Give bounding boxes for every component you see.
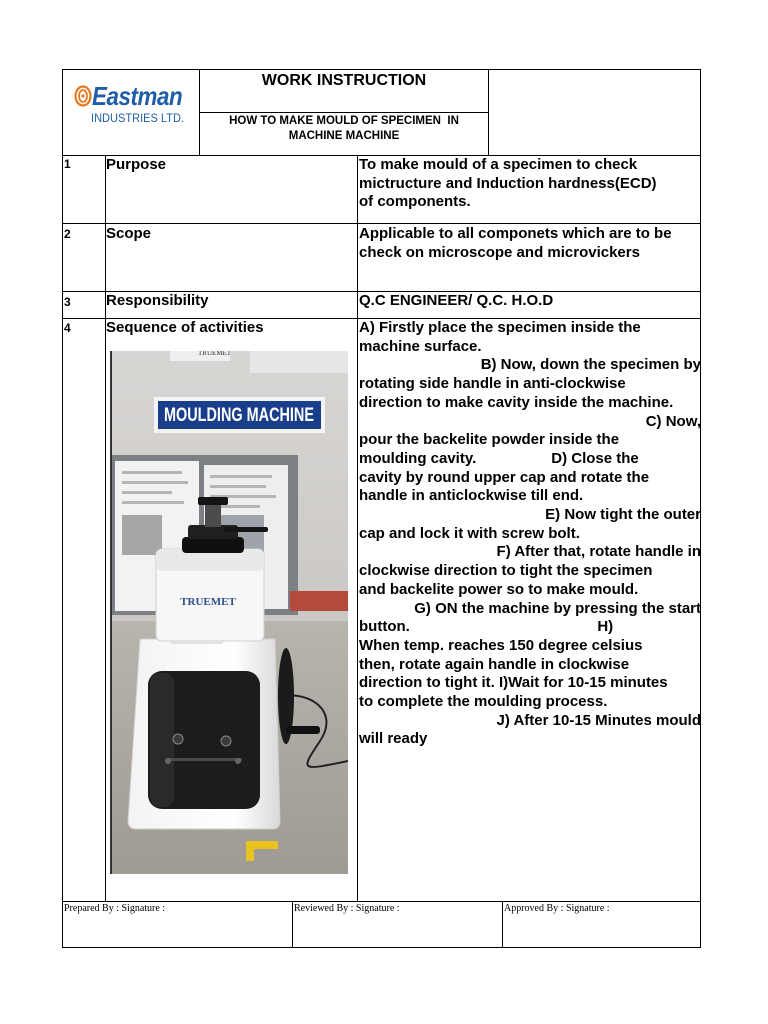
activity-line: button. H)	[359, 618, 614, 636]
activity-line: handle in anticlockwise till end.	[359, 487, 584, 505]
company-logo	[72, 82, 194, 128]
row-value-line: Applicable to all componets which are to be	[359, 225, 672, 242]
subtitle-line-1: HOW TO MAKE MOULD OF SPECIMEN IN	[229, 115, 459, 127]
activity-line: machine surface.	[359, 337, 482, 355]
activity-line: direction to tight it. I)Wait for 10-15 minutes	[359, 674, 668, 692]
activity-line: J) After 10-15 Minutes mould	[496, 711, 701, 729]
activity-line: G) ON the machine by pressing the start	[414, 599, 701, 617]
row-value	[359, 156, 657, 212]
activity-line: F) After that, rotate handle in	[496, 543, 701, 561]
row-label: Scope	[106, 225, 152, 242]
activity-line: C) Now,	[645, 412, 701, 430]
activity-line: E) Now tight the outer	[545, 506, 701, 524]
activity-line: to complete the moulding process.	[359, 693, 608, 711]
activity-line: cavity by round upper cap and rotate the	[359, 468, 650, 486]
machine-photo	[110, 351, 348, 874]
activity-line: pour the backelite powder inside the	[359, 431, 620, 449]
truemet-brand-label: TRUEMET	[180, 596, 236, 608]
activity-line: rotating side handle in anti-clockwise	[359, 375, 626, 393]
row-number: 4	[64, 321, 71, 335]
logo-name: Eastman	[92, 81, 183, 111]
moulding-machine-sign: MOULDING MACHINE	[164, 405, 314, 426]
activity-line: A) Firstly place the specimen inside the	[359, 319, 641, 336]
row-value-line: To make mould of a specimen to check	[359, 156, 638, 173]
truemet-top-label: TRUEMET	[198, 351, 232, 357]
activity-line: cap and lock it with screw bolt.	[359, 524, 580, 542]
activity-line: clockwise direction to tight the specimen	[359, 562, 653, 580]
row-value	[359, 225, 672, 262]
activity-line: direction to make cavity inside the machine.	[359, 393, 674, 411]
row-number: 1	[64, 157, 71, 171]
activity-line: will ready	[359, 730, 428, 748]
approved-by-signature: Approved By : Signature :	[504, 903, 610, 914]
row-number: 3	[64, 295, 71, 309]
row-value-line: of components.	[359, 193, 471, 211]
row-value-line: mictructure and Induction hardness(ECD)	[359, 174, 657, 192]
prepared-by-signature: Prepared By : Signature :	[64, 903, 166, 914]
activity-line: B) Now, down the specimen by	[480, 356, 701, 374]
row-label: Responsibility	[106, 292, 209, 309]
activity-line: When temp. reaches 150 degree celsius	[359, 636, 643, 654]
logo-subtitle: INDUSTRIES LTD.	[91, 111, 185, 125]
logo-swirl-icon	[74, 85, 92, 107]
document-subtitle	[200, 114, 488, 144]
activity-line: and backelite power so to make mould.	[359, 580, 639, 598]
row-label: Purpose	[106, 156, 167, 173]
document-title: WORK INSTRUCTION	[261, 72, 427, 89]
activity-list	[359, 319, 701, 749]
activity-line: then, rotate again handle in clockwise	[359, 655, 630, 673]
subtitle-line-2: MACHINE MACHINE	[288, 130, 400, 142]
row-number: 2	[64, 227, 71, 241]
reviewed-by-signature: Reviewed By : Signature :	[294, 903, 400, 914]
activity-line: moulding cavity. D) Close the	[359, 449, 639, 467]
row-value: Q.C ENGINEER/ Q.C. H.O.D	[359, 292, 554, 309]
row-value-line: check on microscope and microvickers	[359, 243, 640, 261]
row-label: Sequence of activities	[106, 319, 264, 336]
